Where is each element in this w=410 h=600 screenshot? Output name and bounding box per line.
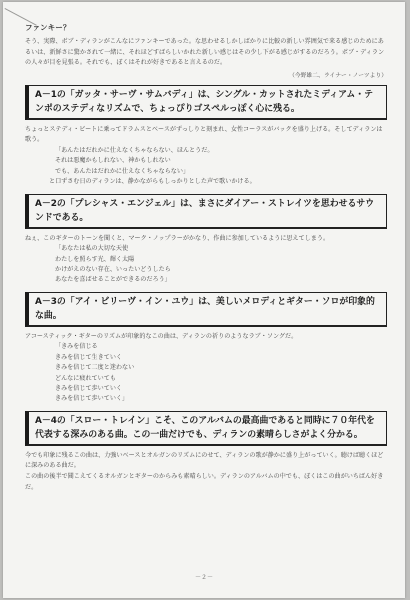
- lyric-line: それは悪魔かもしれない、神かもしれない: [55, 157, 171, 165]
- lyric-line: 「きみを信じる: [55, 343, 98, 351]
- track-body-a2: ねぇ、このギターのトーンを聞くと、マーク・ノップラーがかなり、作曲に参加しているように思えてしまう。: [25, 234, 330, 242]
- track-box-a1: A－1の「ガッタ・サーヴ・サムバディ」は、シングル・カットされたミディアム・テンポのステディなリズムで、ちょっぴりゴスペルっぽく心に残る。: [25, 85, 387, 120]
- lyric-line: わたしを照らす光、輝く太陽: [55, 255, 135, 263]
- lyric-line: きみを信じて生きていく: [55, 353, 123, 361]
- track-body-a1: ちょっとステディ・ビートに乗ってドラムスとベースがずっしりと刻まれ、女性コーラスがバックを盛り上げる。そしてディランは歌う。: [25, 125, 383, 144]
- lyric-line: でも、あんたはだれかに仕えなくちゃならない」: [55, 167, 190, 175]
- lyric-line: きみを信じて歩いていく: [55, 385, 123, 393]
- lyric-line: 「あなたは私の大切な天使: [55, 245, 129, 253]
- closing-paragraph: この曲の後半で聞こえてくるオルガンとギターのからみも素晴らしい。ディランのアルバムの中でも、ぼくはこの曲がいちばん好きだ。: [25, 473, 384, 491]
- lyric-line: あなたを喜ばせることができるのだろう」: [55, 276, 171, 284]
- lyric-line: きみを信じて二度と迷わない: [55, 364, 135, 372]
- document-page: [3, 2, 405, 598]
- section-heading: ファンキー？: [25, 23, 71, 32]
- track-box-a2: A－2の「プレシャス・エンジェル」は、まさにダイアー・ストレイツを思わせるサウンドである。: [25, 194, 387, 229]
- lyric-line: 「あんたはだれかに仕えなくちゃならない、ほんとうだ。: [55, 146, 214, 154]
- page-number: －２－: [194, 574, 213, 581]
- page-content: [25, 22, 387, 493]
- lyric-line: どんなに疲れていても: [55, 374, 116, 382]
- track-body-a3: アコースティック・ギターのリズムが印象的なこの曲は、ディランの祈りのようなラブ・ソングだ。: [25, 332, 298, 340]
- track-box-a4: A－4の「スロー・トレイン」こそ、このアルバムの最高曲であると同時に７０年代を代表する深みのある曲。この一曲だけでも、ディランの素晴らしさがよく分かる。: [25, 411, 387, 446]
- credit-line: （今野雄二、ライナー・ノーツより）: [289, 72, 387, 79]
- track-body-a4: 今でも印象に残るこの曲は、力強いベースとオルガンのリズムにのせて、ディランの歌が静かに盛り上がっていく。聴けば聴くほどに深みのある曲だ。: [25, 451, 384, 470]
- lyric-line: と口ずさむ日のディランは、静かながらもしっかりとした声で歌いかける。: [49, 178, 256, 186]
- lyric-line: かけがえのない存在、いったいどうしたら: [55, 266, 171, 273]
- track-box-a3: A－3の「アイ・ビリーヴ・イン・ユウ」は、美しいメロディとギター・ソロが印象的な曲。: [25, 292, 387, 327]
- intro-paragraph: そう、実際、ボブ・ディランがこんなにファンキーであった。な思わせるしかしばかりに比較の新しい雰囲気で来る感じのためにあるいは、新鮮さに驚かされて一緒に、それほどすばらしいかれた新しい感じはその少し下がる感じがするのだろう。ボブ・ディランの人々が目を見張る。それでも、ぼくはそれが好きであると言えるのだ。: [25, 38, 385, 67]
- lyric-line: きみを信じて歩いていく」: [55, 395, 129, 403]
